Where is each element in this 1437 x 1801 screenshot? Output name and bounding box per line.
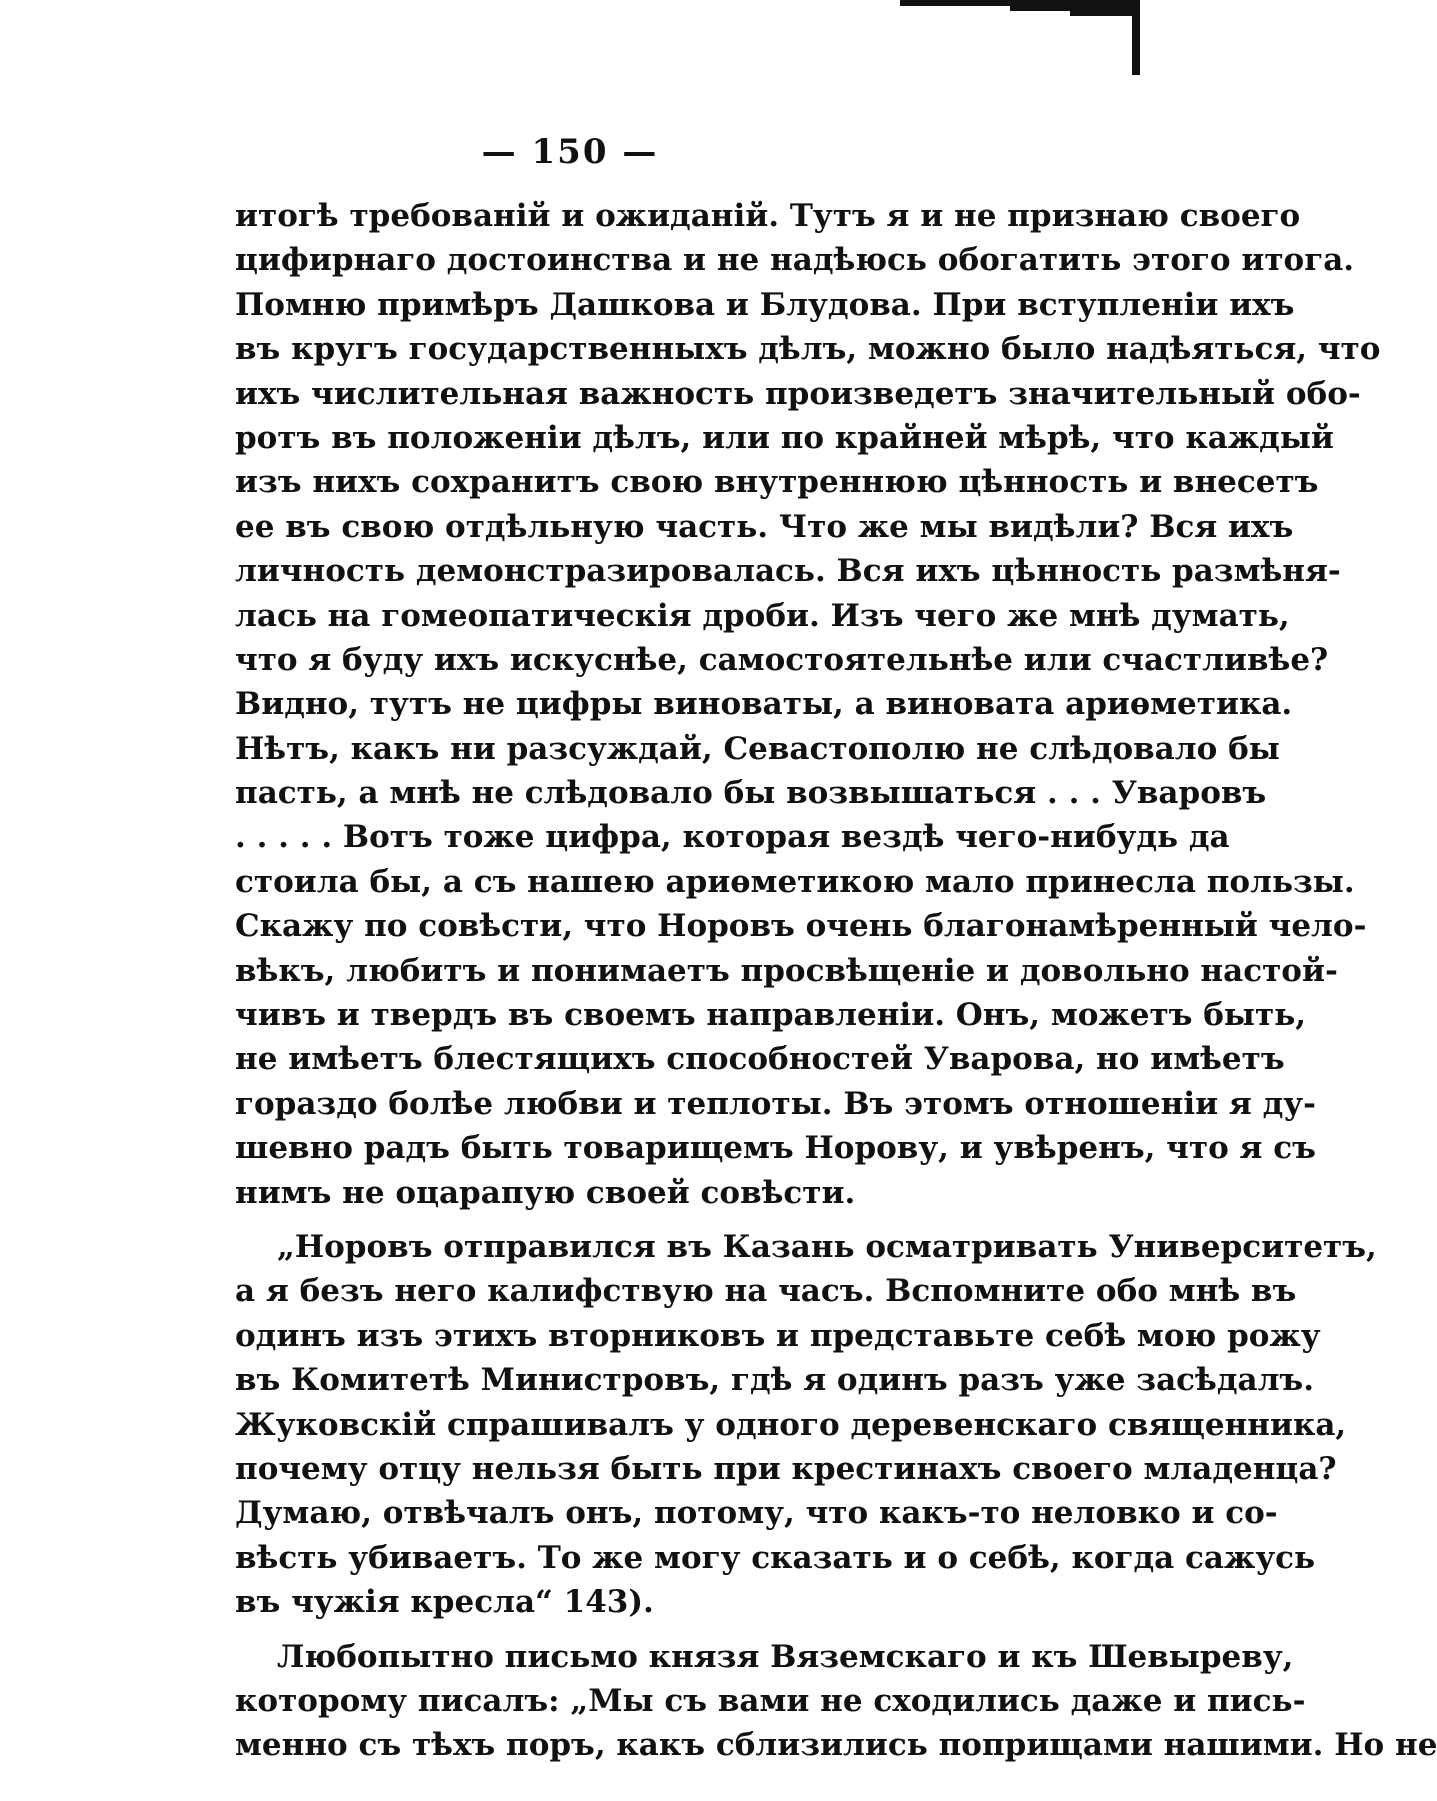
text-line: Помню примѣръ Дашкова и Блудова. При вступленіи ихъ	[235, 286, 1295, 323]
text-line: менно съ тѣхъ поръ, какъ сблизились поприщами нашими. Но не	[235, 1727, 1437, 1764]
text-line: „Норовъ отправился въ Казань осматривать Университетъ,	[277, 1228, 1377, 1265]
text-line: въ чужія кресла“ 143).	[235, 1584, 654, 1621]
text-line: вѣкъ, любитъ и понимаетъ просвѣщеніе и довольно настой-	[235, 952, 1338, 989]
text-line: Видно, тутъ не цифры виноваты, а виновата ариѳметика.	[235, 686, 1293, 723]
text-line: личность демонстразировалась. Вся ихъ цѣнность размѣня-	[235, 553, 1341, 590]
text-line: гораздо болѣе любви и теплоты. Въ этомъ отношеніи я ду-	[235, 1085, 1316, 1122]
text-line: Жуковскій спрашивалъ у одного деревенскаго священника,	[235, 1406, 1347, 1443]
text-line: вѣсть убиваетъ. То же могу сказать и о себѣ, когда сажусь	[235, 1539, 1316, 1576]
text-line: итогѣ требованій и ожиданій. Тутъ я и не признаю своего	[235, 198, 1301, 234]
text-line: нимъ не оцарапую своей совѣсти.	[235, 1174, 856, 1211]
page-number: — 150 —	[481, 132, 659, 172]
text-line: чивъ и твердъ въ своемъ направленіи. Онъ, можетъ быть,	[235, 997, 1307, 1034]
text-line: не имѣетъ блестящихъ способностей Уварова, но имѣетъ	[235, 1041, 1285, 1078]
scan-edge-artifact-right	[1110, 0, 1140, 75]
text-line: стоила бы, а съ нашею ариѳметикою мало принесла пользы.	[235, 863, 1355, 900]
paragraph	[235, 194, 1381, 1215]
text-line: одинъ изъ этихъ вторниковъ и представьте себѣ мою рожу	[235, 1317, 1321, 1354]
text-line: шевно радъ быть товарищемъ Норову, и увѣренъ, что я съ	[235, 1130, 1316, 1167]
text-line: Нѣтъ, какъ ни разсуждай, Севастополю не слѣдовало бы	[235, 730, 1280, 767]
text-line: Думаю, отвѣчалъ онъ, потому, что какъ-то неловко и со-	[235, 1495, 1278, 1532]
text-line: ее въ свою отдѣльную часть. Что же мы видѣли? Вся ихъ	[235, 508, 1294, 545]
text-line: въ Комитетѣ Министровъ, гдѣ я одинъ разъ уже засѣдалъ.	[235, 1362, 1315, 1399]
scan-edge-artifact	[860, 0, 1140, 22]
text-line: что я буду ихъ искуснѣе, самостоятельнѣе или счастливѣе?	[235, 641, 1329, 678]
text-line: Скажу по совѣсти, что Норовъ очень благонамѣренный чело-	[235, 908, 1367, 945]
paragraph	[235, 1635, 1437, 1768]
text-line: почему отцу нельзя быть при крестинахъ своего младенца?	[235, 1450, 1337, 1487]
text-line: а я безъ него калифствую на часъ. Вспомните обо мнѣ въ	[235, 1273, 1297, 1310]
text-line: Любопытно письмо князя Вяземскаго и къ Шевыреву,	[277, 1638, 1294, 1675]
text-line: цифирнаго достоинства и не надѣюсь обогатить этого итога.	[235, 242, 1355, 279]
text-line: ротъ въ положеніи дѣлъ, или по крайней мѣрѣ, что каждый	[235, 419, 1334, 456]
text-line: ихъ числительная важность произведетъ значительный обо-	[235, 375, 1361, 412]
paragraph	[235, 1225, 1377, 1625]
text-line: . . . . . Вотъ тоже цифра, которая вездѣ чего-нибудь да	[235, 819, 1230, 856]
text-line: изъ нихъ сохранитъ свою внутреннюю цѣнность и внесетъ	[235, 464, 1319, 501]
text-line: пасть, а мнѣ не слѣдовало бы возвышаться . . . Уваровъ	[235, 775, 1267, 812]
text-line: въ кругъ государственныхъ дѣлъ, можно было надѣяться, что	[235, 331, 1381, 368]
text-line: лась на гомеопатическія дроби. Изъ чего же мнѣ думать,	[235, 597, 1290, 634]
body-text	[235, 194, 1437, 1768]
text-line: которому писалъ: „Мы съ вами не сходились даже и пись-	[235, 1682, 1306, 1719]
